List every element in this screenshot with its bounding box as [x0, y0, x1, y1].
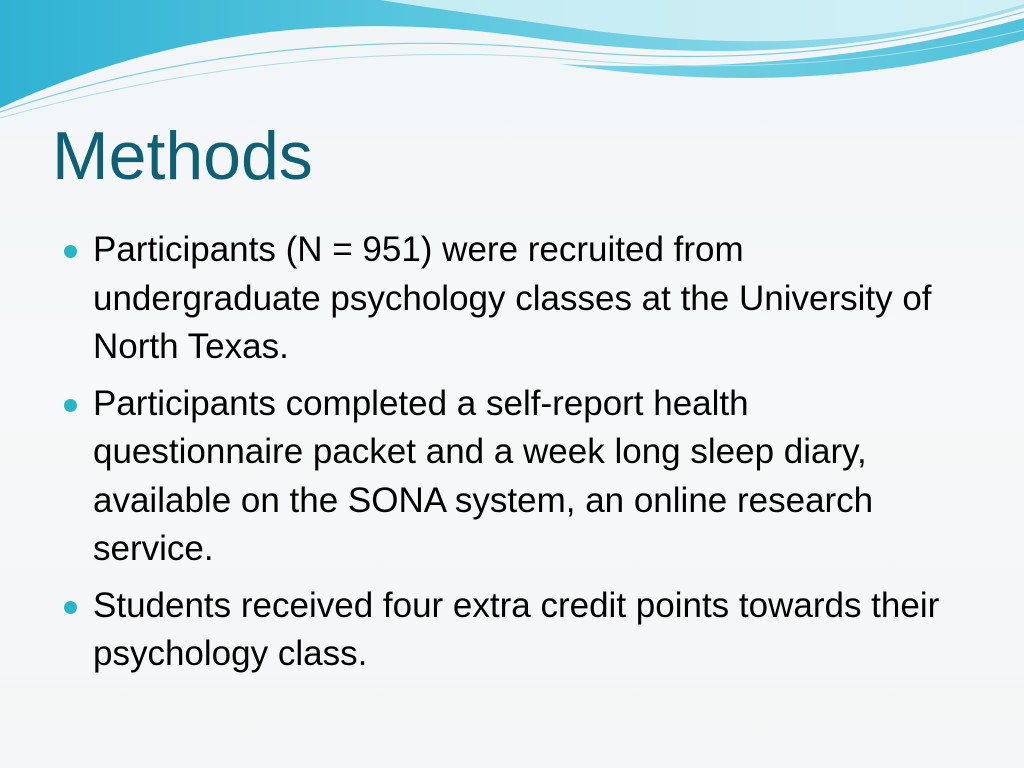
bullet-list	[60, 226, 960, 687]
bullet-marker-icon	[64, 245, 77, 258]
bullet-item	[60, 582, 960, 679]
wave-header-decoration	[0, 0, 1024, 130]
bullet-marker-icon	[64, 601, 77, 614]
bullet-item	[60, 226, 960, 372]
slide-title: Methods	[52, 118, 313, 194]
bullet-item	[60, 380, 960, 574]
bullet-text: Students received four extra credit points towards their psychology class.	[93, 585, 940, 673]
bullet-text: Participants (N = 951) were recruited from undergraduate psychology classes at the University of North Texas.	[93, 230, 932, 366]
bullet-text: Participants completed a self-report health questionnaire packet and a week long sleep diary, available on the SONA system, an online research service.	[93, 383, 874, 568]
bullet-marker-icon	[64, 399, 77, 412]
